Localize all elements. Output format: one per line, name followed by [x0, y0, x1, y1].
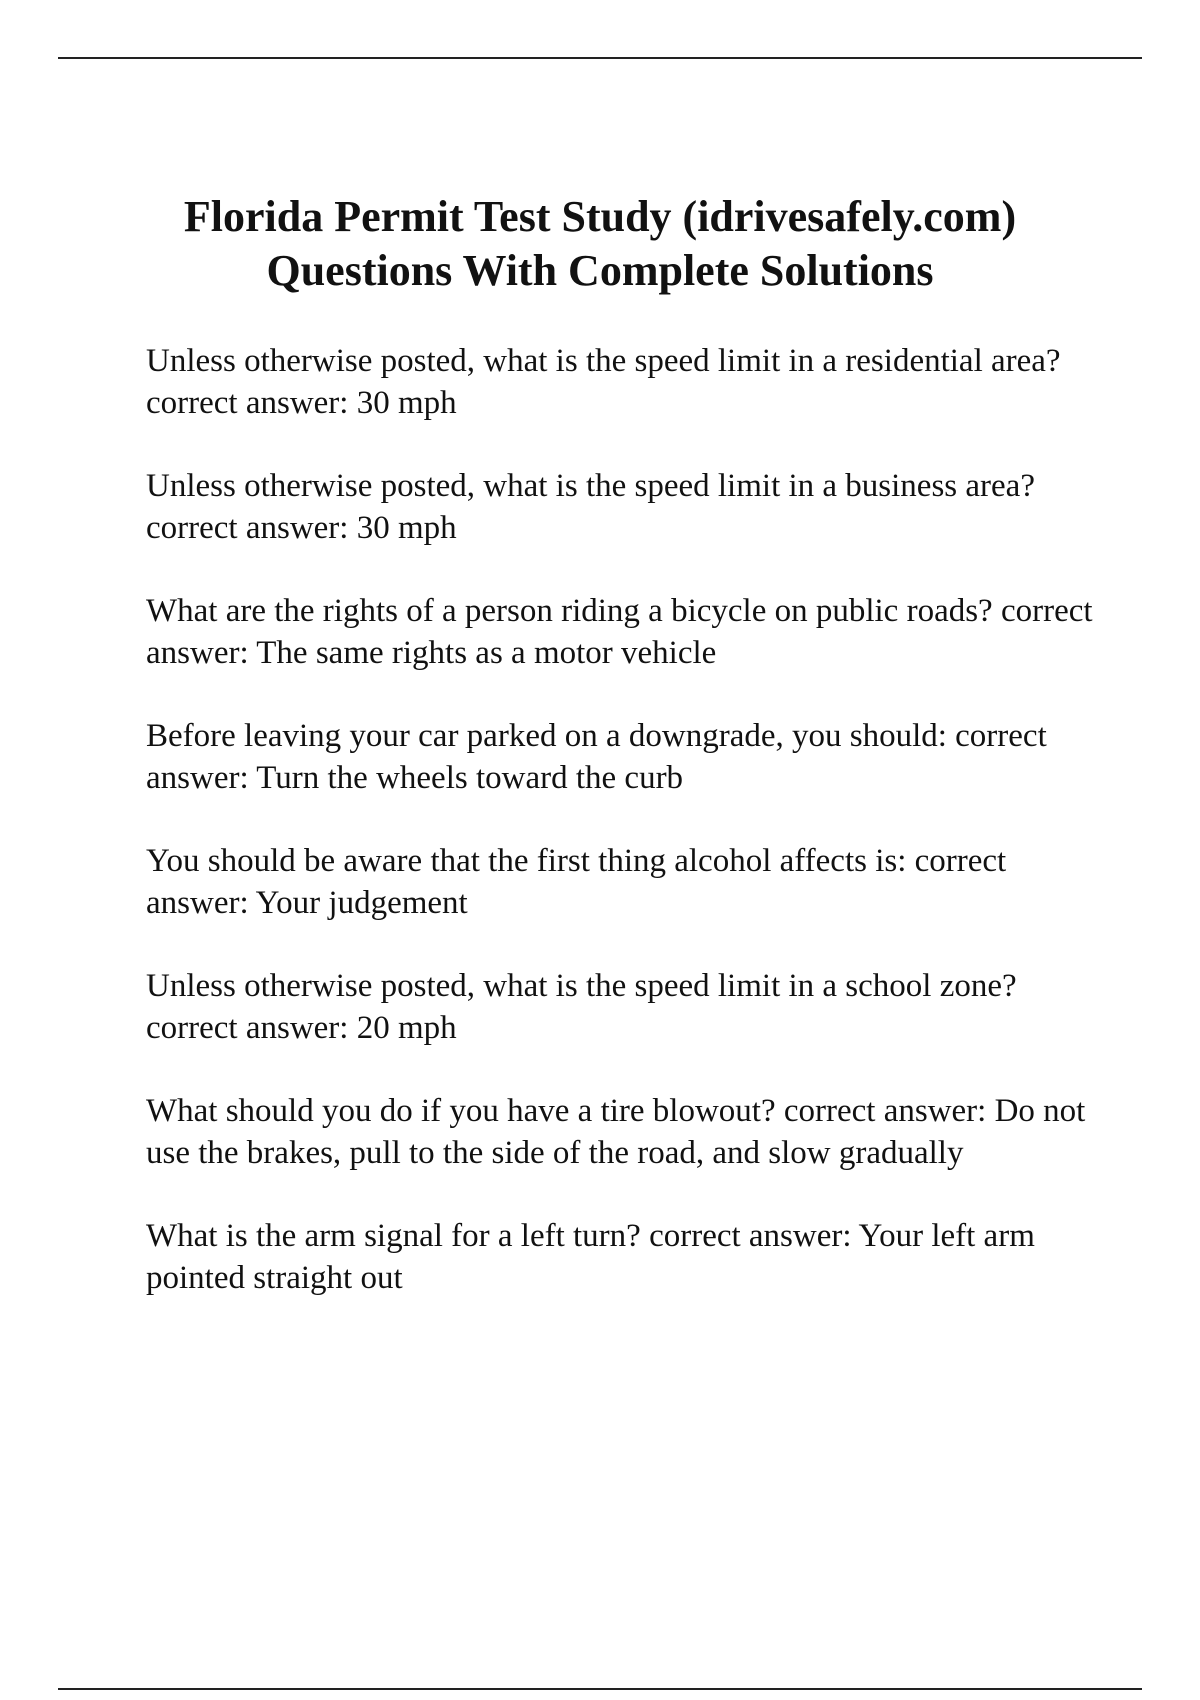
question-item: Unless otherwise posted, what is the speed limit in a residential area? correct answer: 30 mph: [146, 343, 1061, 421]
question-item: Unless otherwise posted, what is the speed limit in a school zone? correct answer: 20 mph: [146, 968, 1017, 1046]
document-title: [100, 190, 1100, 298]
title-line-2: Questions With Complete Solutions: [266, 246, 934, 295]
question-item: Unless otherwise posted, what is the speed limit in a business area? correct answer: 30 mph: [146, 468, 1035, 546]
bottom-divider: [58, 1688, 1142, 1690]
question-item: What is the arm signal for a left turn? correct answer: Your left arm pointed straight out: [146, 1218, 1035, 1296]
question-item: Before leaving your car parked on a downgrade, you should: correct answer: Turn the wheels toward the curb: [146, 718, 1047, 796]
title-line-1: Florida Permit Test Study (idrivesafely.com): [183, 192, 1017, 241]
question-item: What should you do if you have a tire blowout? correct answer: Do not use the brakes, pull to the side of the road, and slow gradually: [146, 1093, 1086, 1171]
question-item: What are the rights of a person riding a bicycle on public roads? correct answer: The same rights as a motor vehicle: [146, 593, 1093, 671]
question-list: [146, 340, 1096, 1340]
question-item: You should be aware that the first thing alcohol affects is: correct answer: Your judgement: [146, 843, 1007, 921]
top-divider: [58, 57, 1142, 59]
